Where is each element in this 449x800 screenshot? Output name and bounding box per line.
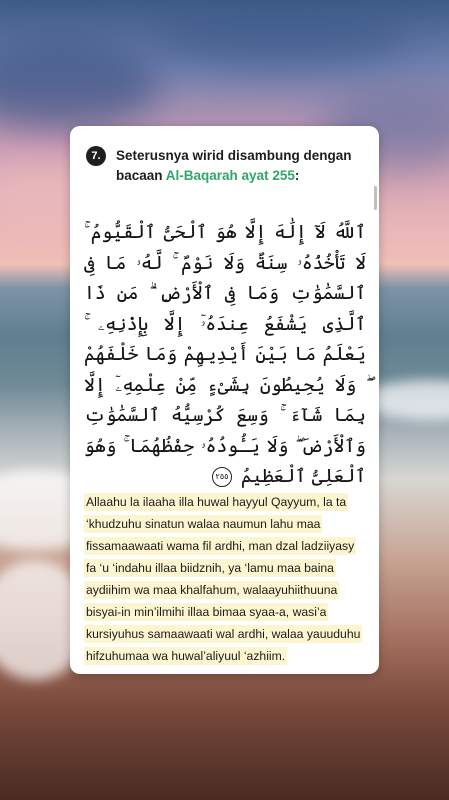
- ayah-number-mark: ٢٥٥: [212, 467, 232, 487]
- transliteration-block: [84, 491, 366, 667]
- transliteration-text: Allaahu la ilaaha illa huwal hayyul Qayyum, la ta ‘khudzuhu sinatun walaa naumun lahu maa fissamaawaati wama fil ardhi, man dzal ladziiyasy fa ‘u ‘indahu illaa biidznih, ya ‘lamu maa baina aydiihim wa maa khalfahum, walaayuhiithuuna bisyai-in min’ilmihi illaa bimaa syaa-a, wasi’a kursiyuhus samaawaati wal ardhi, walaa yauuduhu hifzuhumaa wa huwal’aliyuul ‘azhiim.: [86, 495, 361, 663]
- scrollbar-thumb[interactable]: [374, 186, 377, 210]
- wirid-card: [70, 126, 379, 674]
- arabic-verse: [84, 218, 366, 493]
- card-title: [116, 146, 356, 186]
- arabic-verse-text: ٱللَّهُ لَآ إِلَٰهَ إِلَّا هُوَ ٱلْحَىُّ ٱلْقَيُّومُ ۚ لَا تَأْخُذُهُۥ سِنَةٌ وَلَا نَوْمٌ ۚ لَّهُۥ مَا فِى ٱلسَّمَٰوَٰتِ وَمَا فِى ٱلْأَرْضِ ۗ مَن ذَا ٱلَّذِى يَشْفَعُ عِندَهُۥٓ إِلَّا بِإِذْنِهِۦ ۚ يَعْلَمُ مَا بَيْنَ أَيْدِيهِمْ وَمَا خَلْفَهُمْ ۖ وَلَا يُحِيطُونَ بِشَىْءٍ مِّنْ عِلْمِهِۦٓ إِلَّا بِمَا شَآءَ ۚ وَسِعَ كُرْسِيُّهُ ٱلسَّمَٰوَٰتِ وَٱلْأَرْضَ ۖ وَلَا يَـُٔودُهُۥ حِفْظُهُمَا ۚ وَهُوَ ٱلْعَلِىُّ ٱلْعَظِيمُ: [84, 222, 366, 487]
- surah-reference: Al-Baqarah ayat 255: [165, 168, 295, 183]
- intro-end: :: [294, 168, 300, 183]
- intro-text: Seterusnya wirid disambung dengan bacaan: [116, 148, 352, 183]
- step-number-badge: 7.: [86, 146, 106, 166]
